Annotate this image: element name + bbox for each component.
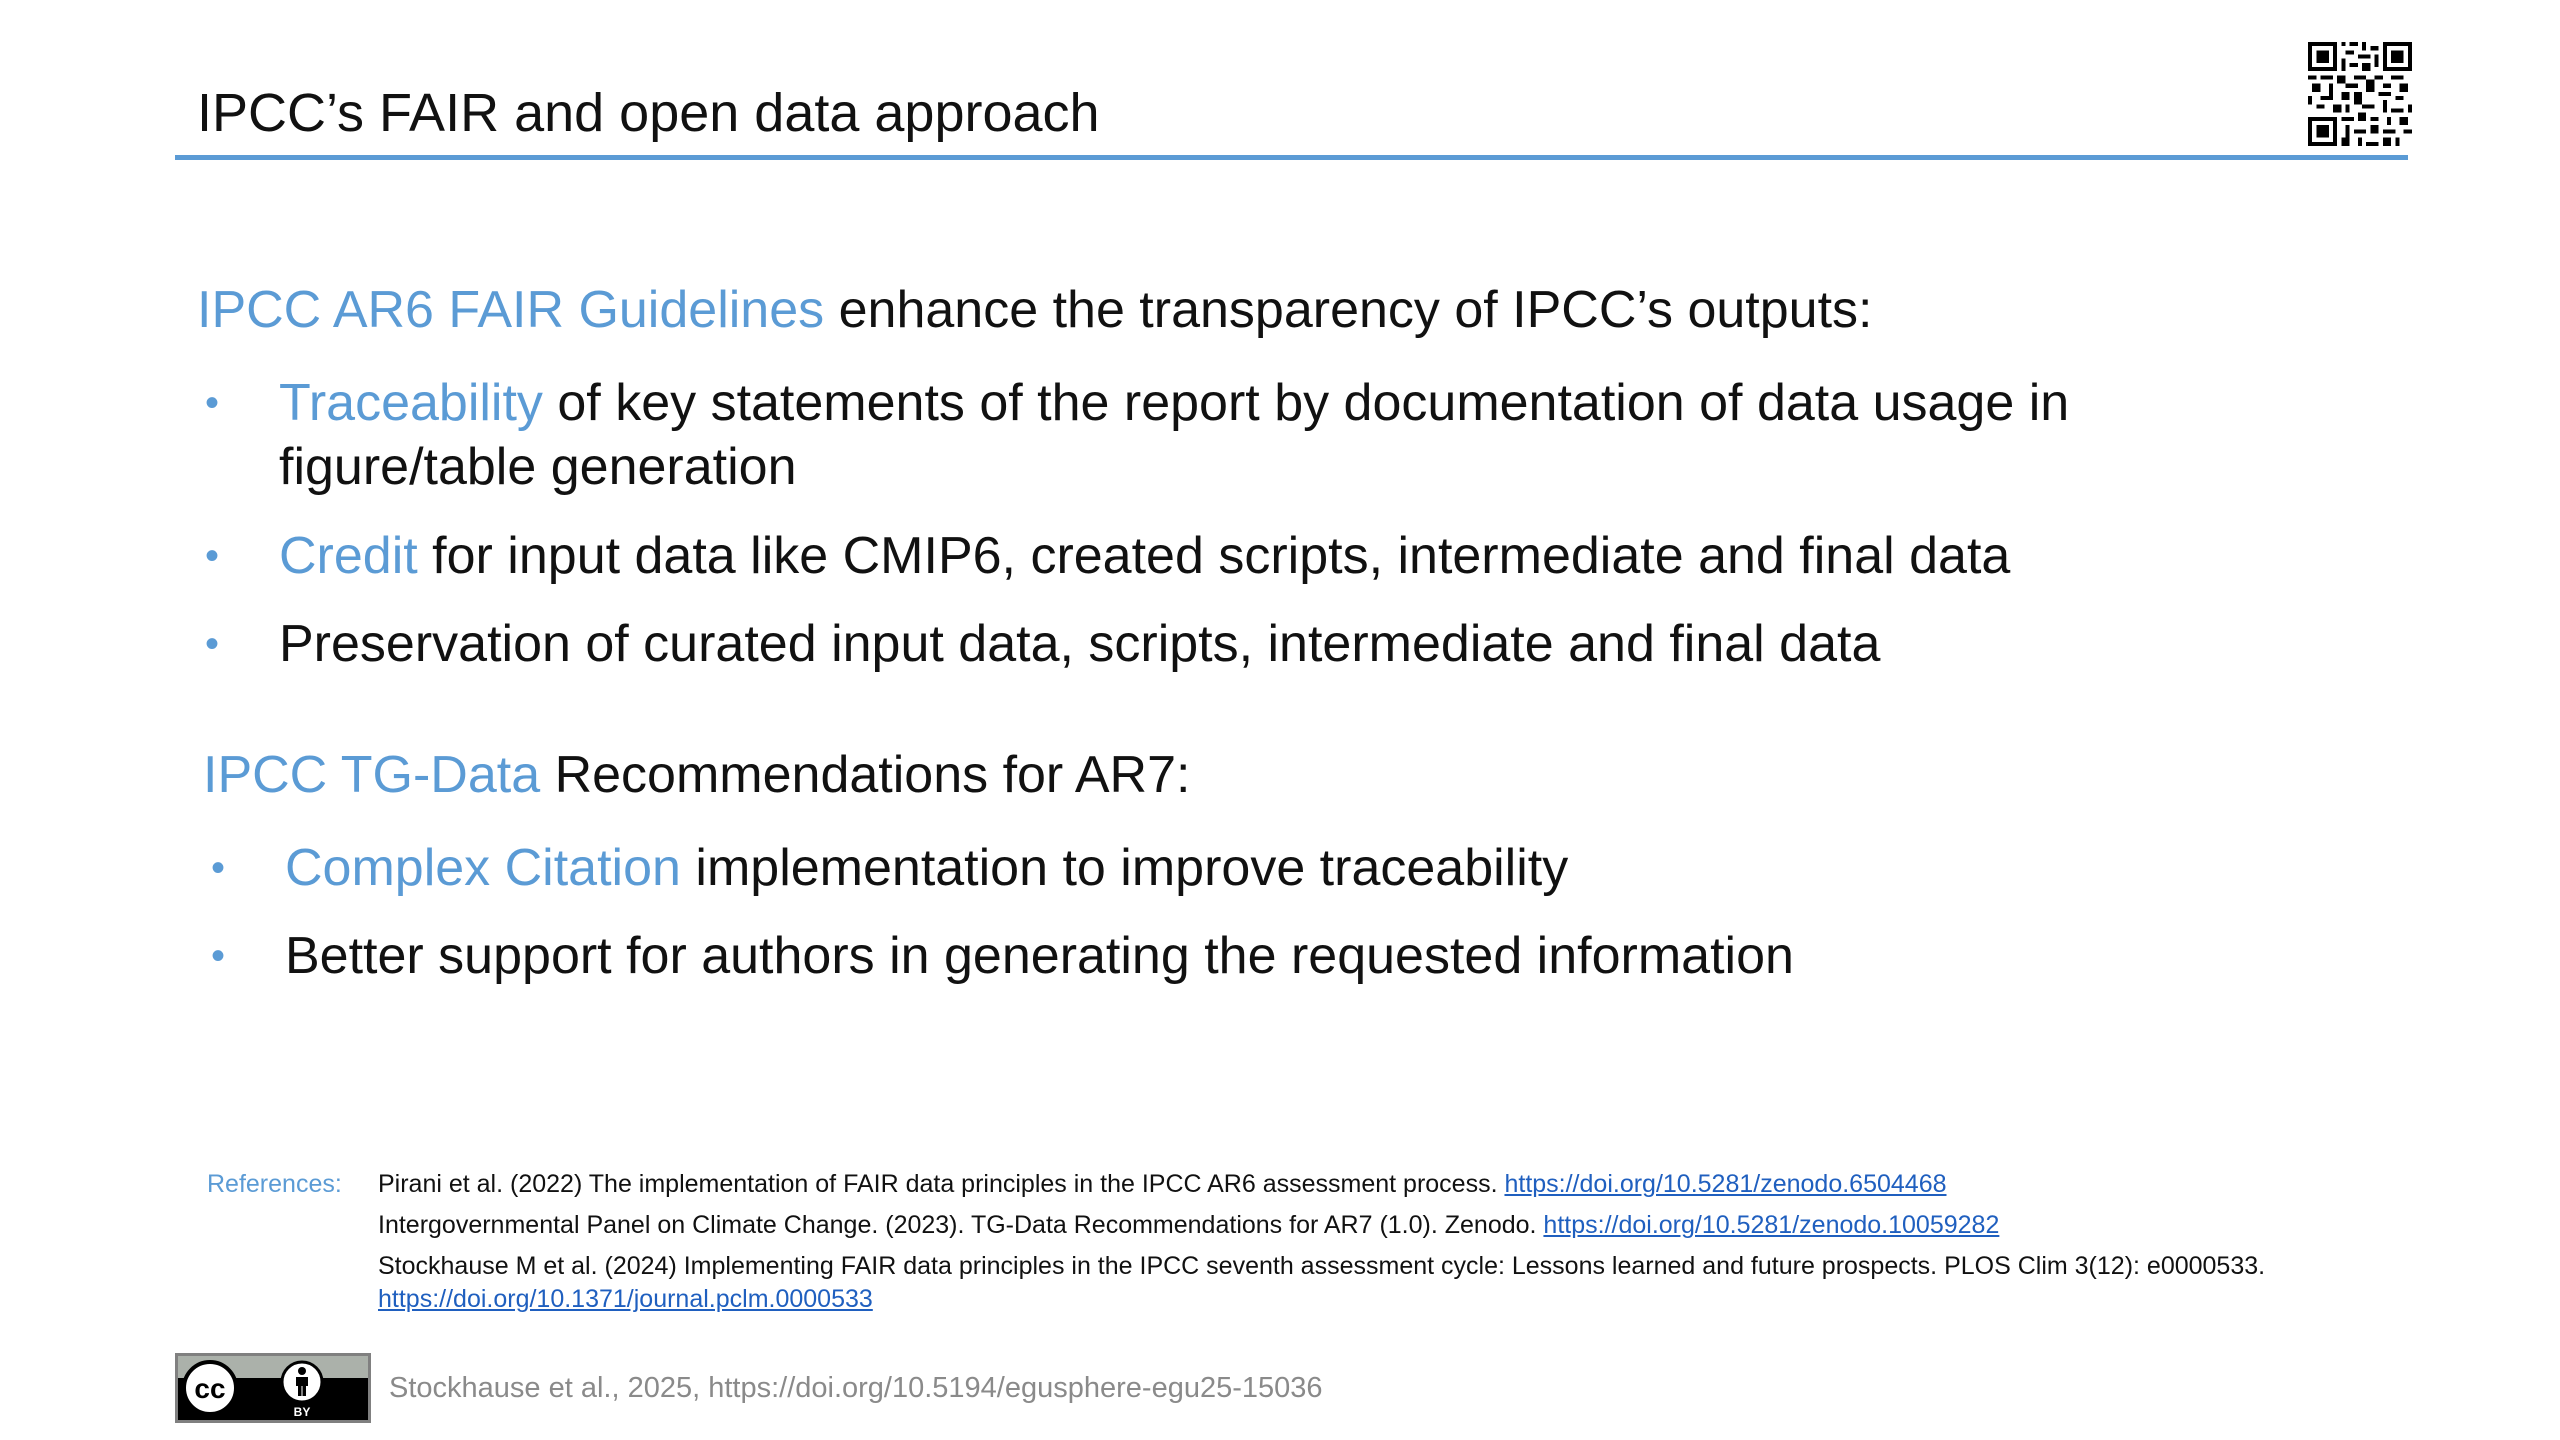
section-heading-ar6	[197, 280, 1872, 340]
slide-title: IPCC’s FAIR and open data approach	[197, 83, 1100, 143]
bullet-dot-icon: •	[211, 846, 226, 890]
reference-text: Intergovernmental Panel on Climate Change. (2023). TG-Data Recommendations for AR7 (1.0). Zenodo.	[378, 1211, 1544, 1239]
references-list	[378, 1168, 2328, 1324]
reference-link[interactable]: https://doi.org/10.1371/journal.pclm.0000533	[378, 1285, 873, 1313]
qr-code-icon[interactable]	[2308, 42, 2412, 146]
section-heading-tgdata	[203, 745, 1190, 805]
heading-accent: IPCC AR6 FAIR Guidelines	[197, 281, 825, 339]
bullet-accent: Credit	[279, 527, 418, 585]
bullet-text: of key statements of the report by documentation of data usage in figure/table generation	[279, 374, 2070, 496]
reference-link[interactable]: https://doi.org/10.5281/zenodo.6504468	[1504, 1170, 1947, 1198]
reference-item	[378, 1168, 2328, 1201]
bullet-text: Preservation of curated input data, scripts, intermediate and final data	[279, 615, 1881, 673]
reference-item	[378, 1250, 2328, 1316]
cc-by-icon	[178, 1356, 368, 1420]
reference-text: Pirani et al. (2022) The implementation of FAIR data principles in the IPCC AR6 assessment process.	[378, 1170, 1505, 1198]
cc-by-label: BY	[293, 1405, 311, 1419]
bullet-traceability	[279, 371, 2239, 499]
bullet-accent: Traceability	[279, 374, 543, 432]
svg-text:cc: cc	[194, 1373, 226, 1404]
bullet-dot-icon: •	[205, 622, 220, 666]
cc-by-license-badge[interactable]	[175, 1353, 371, 1423]
bullet-credit	[279, 524, 2010, 588]
reference-item	[378, 1209, 2328, 1242]
footer-citation: Stockhause et al., 2025, https://doi.org/10.5194/egusphere-egu25-15036	[389, 1372, 1323, 1404]
title-underline	[175, 155, 2408, 160]
bullet-preservation	[279, 612, 1880, 676]
bullet-dot-icon: •	[205, 381, 220, 425]
reference-text: Stockhause M et al. (2024) Implementing FAIR data principles in the IPCC seventh assessment cycle: Lessons learned and future prospects. PLOS Clim 3(12): e0000533.	[378, 1252, 2266, 1280]
heading-text: enhance the transparency of IPCC’s outputs:	[824, 281, 1873, 339]
bullet-text: for input data like CMIP6, created scripts, intermediate and final data	[417, 527, 2011, 585]
bullet-dot-icon: •	[205, 534, 220, 578]
reference-link[interactable]: https://doi.org/10.5281/zenodo.10059282	[1543, 1211, 2000, 1239]
heading-accent: IPCC TG-Data	[203, 746, 541, 804]
bullet-dot-icon: •	[211, 934, 226, 978]
bullet-better-support	[285, 924, 1794, 988]
bullet-text: implementation to improve traceability	[680, 839, 1569, 897]
references-label: References:	[207, 1170, 342, 1198]
heading-text: Recommendations for AR7:	[540, 746, 1191, 804]
bullet-accent: Complex Citation	[285, 839, 681, 897]
bullet-text: Better support for authors in generating the requested information	[285, 927, 1794, 985]
bullet-complex-citation	[285, 836, 1568, 900]
